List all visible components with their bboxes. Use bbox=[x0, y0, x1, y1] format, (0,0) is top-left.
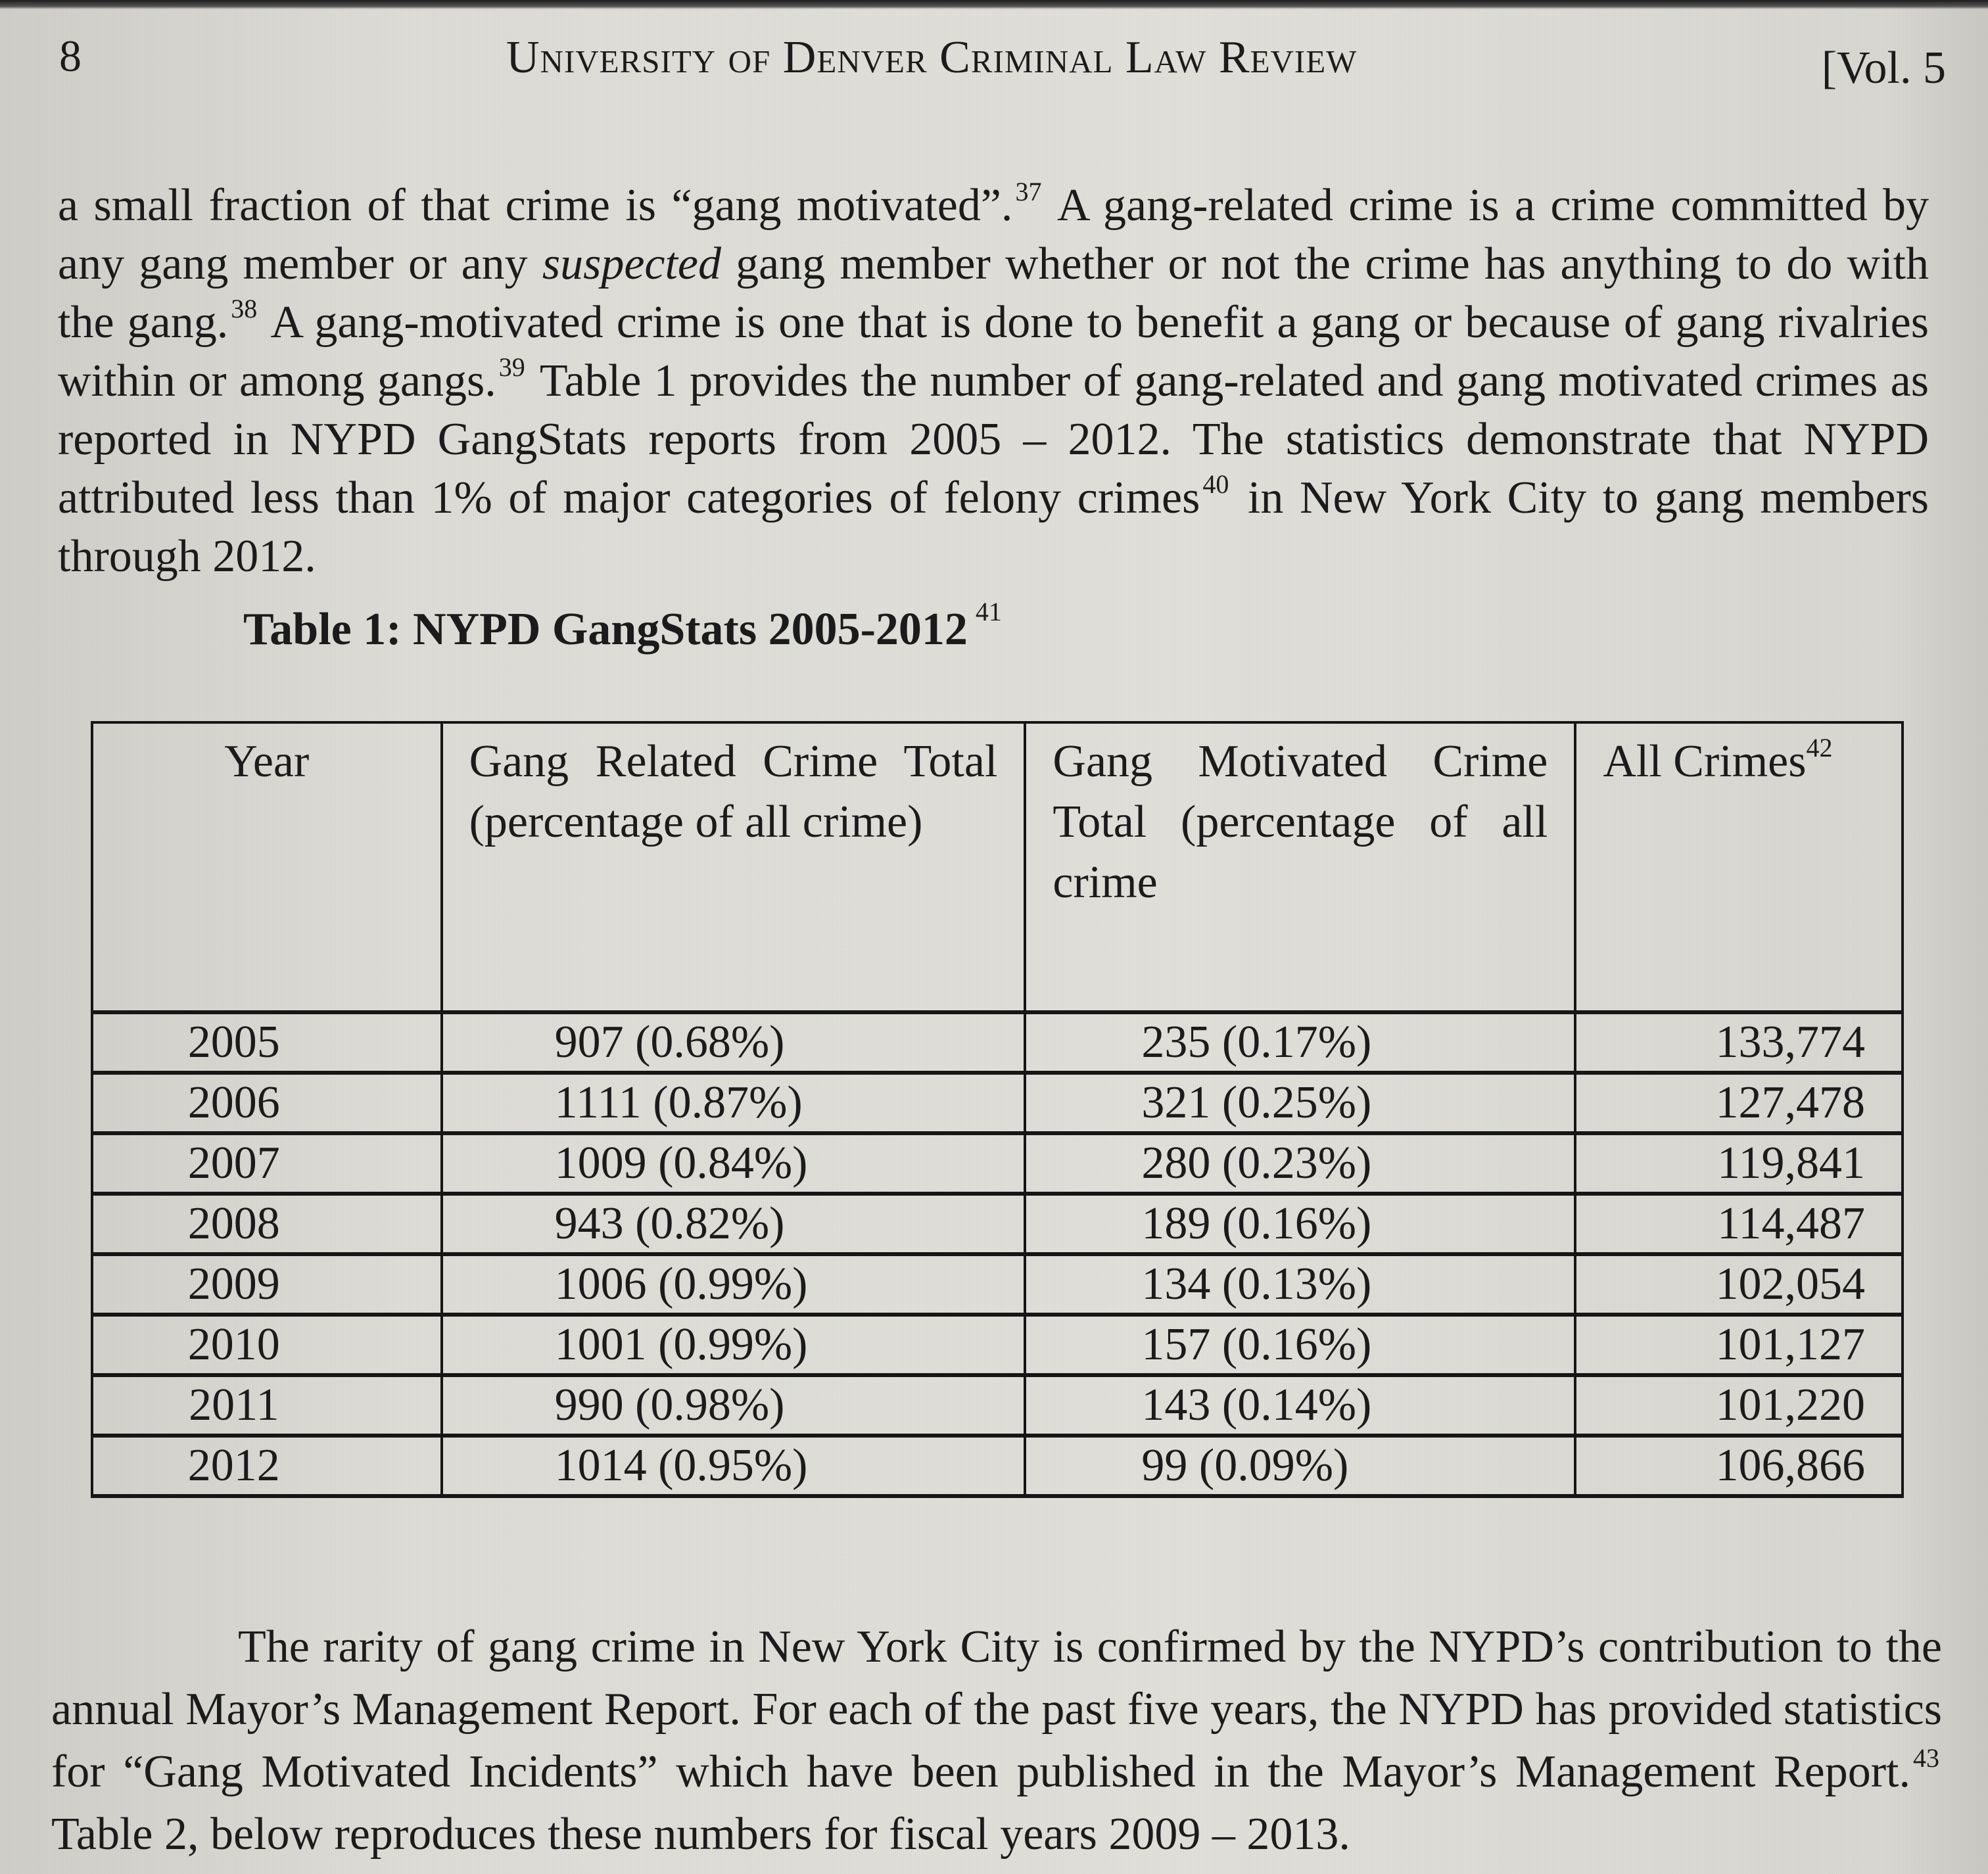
cell-gang-related: 1009 (0.84%) bbox=[442, 1133, 1026, 1194]
paragraph-text: A gang-related crime is a crime committed by any gang member or any bbox=[58, 180, 1929, 289]
cell-gang-related: 990 (0.98%) bbox=[442, 1375, 1026, 1436]
paragraph-text: a small fraction of that crime is “gang motivated”. bbox=[58, 180, 1013, 231]
cell-all-crimes: 114,487 bbox=[1575, 1194, 1903, 1254]
cell-gang-motivated: 235 (0.17%) bbox=[1025, 1012, 1575, 1073]
table-row bbox=[92, 1012, 1903, 1073]
paragraph-text: Table 2, below reproduces these numbers for fiscal years 2009 – 2013. bbox=[51, 1809, 1350, 1860]
table-row bbox=[92, 1073, 1903, 1133]
cell-all-crimes: 102,054 bbox=[1575, 1254, 1903, 1315]
running-header bbox=[59, 26, 1946, 92]
table-row bbox=[92, 1436, 1903, 1496]
journal-title: University of Denver Criminal Law Review bbox=[506, 32, 1358, 83]
cell-all-crimes: 101,127 bbox=[1575, 1315, 1903, 1375]
cell-gang-motivated: 189 (0.16%) bbox=[1025, 1194, 1575, 1254]
cell-year: 2005 bbox=[92, 1012, 442, 1073]
followup-paragraph bbox=[51, 1616, 1942, 1865]
table-caption bbox=[243, 597, 1002, 656]
cell-gang-motivated: 280 (0.23%) bbox=[1025, 1133, 1575, 1194]
cell-gang-related: 1006 (0.99%) bbox=[442, 1254, 1026, 1315]
header-gang-motivated: Gang Motivated Crime Total (percentage of all crime bbox=[1025, 722, 1575, 1012]
cell-year: 2007 bbox=[92, 1133, 442, 1194]
table-row bbox=[92, 1315, 1903, 1375]
cell-gang-motivated: 321 (0.25%) bbox=[1025, 1073, 1575, 1133]
footnote-marker[interactable]: 40 bbox=[1202, 469, 1229, 499]
cell-gang-motivated: 157 (0.16%) bbox=[1025, 1315, 1575, 1375]
table-header-row bbox=[92, 722, 1903, 1012]
paragraph-text: in New York City to gang members through 2012. bbox=[58, 473, 1929, 582]
cell-year: 2009 bbox=[92, 1254, 442, 1315]
footnote-marker[interactable]: 41 bbox=[975, 597, 1002, 626]
cell-year: 2010 bbox=[92, 1315, 442, 1375]
cell-gang-related: 1111 (0.87%) bbox=[442, 1073, 1026, 1133]
cell-year: 2008 bbox=[92, 1194, 442, 1254]
cell-all-crimes: 119,841 bbox=[1575, 1133, 1903, 1194]
cell-all-crimes: 101,220 bbox=[1575, 1375, 1903, 1436]
cell-all-crimes: 106,866 bbox=[1575, 1436, 1903, 1496]
cell-gang-related: 943 (0.82%) bbox=[442, 1194, 1026, 1254]
cell-all-crimes: 133,774 bbox=[1575, 1012, 1903, 1073]
cell-gang-motivated: 134 (0.13%) bbox=[1025, 1254, 1575, 1315]
table-row bbox=[92, 1133, 1903, 1194]
paragraph-text: Table 1 provides the number of gang-related and gang motivated crimes as reported in NYPD GangStats reports from 2005 – 2012. The statistics demonstrate that NYPD attributed less than 1% of major categories of felony crimes bbox=[58, 356, 1929, 523]
table-row bbox=[92, 1254, 1903, 1315]
footnote-marker[interactable]: 38 bbox=[231, 294, 258, 323]
table-row bbox=[92, 1375, 1903, 1436]
cell-all-crimes: 127,478 bbox=[1575, 1073, 1903, 1133]
intro-paragraph bbox=[58, 176, 1929, 586]
cell-year: 2006 bbox=[92, 1073, 442, 1133]
page-number: 8 bbox=[59, 31, 82, 81]
header-all-crimes-label: All Crimes bbox=[1603, 736, 1807, 787]
cell-gang-related: 1001 (0.99%) bbox=[442, 1315, 1026, 1375]
header-gang-related: Gang Related Crime Total (percentage of all crime) bbox=[442, 722, 1026, 1012]
page-top-edge-shadow bbox=[0, 0, 1988, 9]
emphasized-text: suspected bbox=[542, 239, 721, 289]
gangstats-table bbox=[91, 721, 1904, 1498]
cell-gang-motivated: 99 (0.09%) bbox=[1025, 1436, 1575, 1496]
cell-gang-related: 907 (0.68%) bbox=[442, 1012, 1026, 1073]
paragraph-text: The rarity of gang crime in New York City is confirmed by the NYPD’s contribution to the annual Mayor’s Management Report. For each of the past five years, the NYPD has provided statistics for “Gang Motivated Incidents” which have been published in the Mayor’s Management Report. bbox=[51, 1622, 1942, 1797]
cell-gang-related: 1014 (0.95%) bbox=[442, 1436, 1026, 1496]
header-all-crimes bbox=[1575, 722, 1903, 1012]
cell-gang-motivated: 143 (0.14%) bbox=[1025, 1375, 1575, 1436]
paragraph-text: gang member whether or not the crime has anything to do with the gang. bbox=[58, 239, 1929, 348]
footnote-marker[interactable]: 39 bbox=[498, 352, 525, 382]
volume-label: [Vol. 5 bbox=[1821, 43, 1946, 93]
footnote-marker[interactable]: 43 bbox=[1913, 1743, 1939, 1773]
footnote-marker[interactable]: 42 bbox=[1806, 733, 1833, 762]
footnote-marker[interactable]: 37 bbox=[1015, 177, 1042, 206]
table-row bbox=[92, 1194, 1903, 1254]
header-year: Year bbox=[92, 722, 442, 1012]
cell-year: 2011 bbox=[92, 1375, 442, 1436]
cell-year: 2012 bbox=[92, 1436, 442, 1496]
paragraph-text: A gang-motivated crime is one that is done to benefit a gang or because of gang rivalries within or among gangs. bbox=[58, 297, 1929, 406]
table-caption-text: Table 1: NYPD GangStats 2005-2012 bbox=[243, 604, 968, 655]
